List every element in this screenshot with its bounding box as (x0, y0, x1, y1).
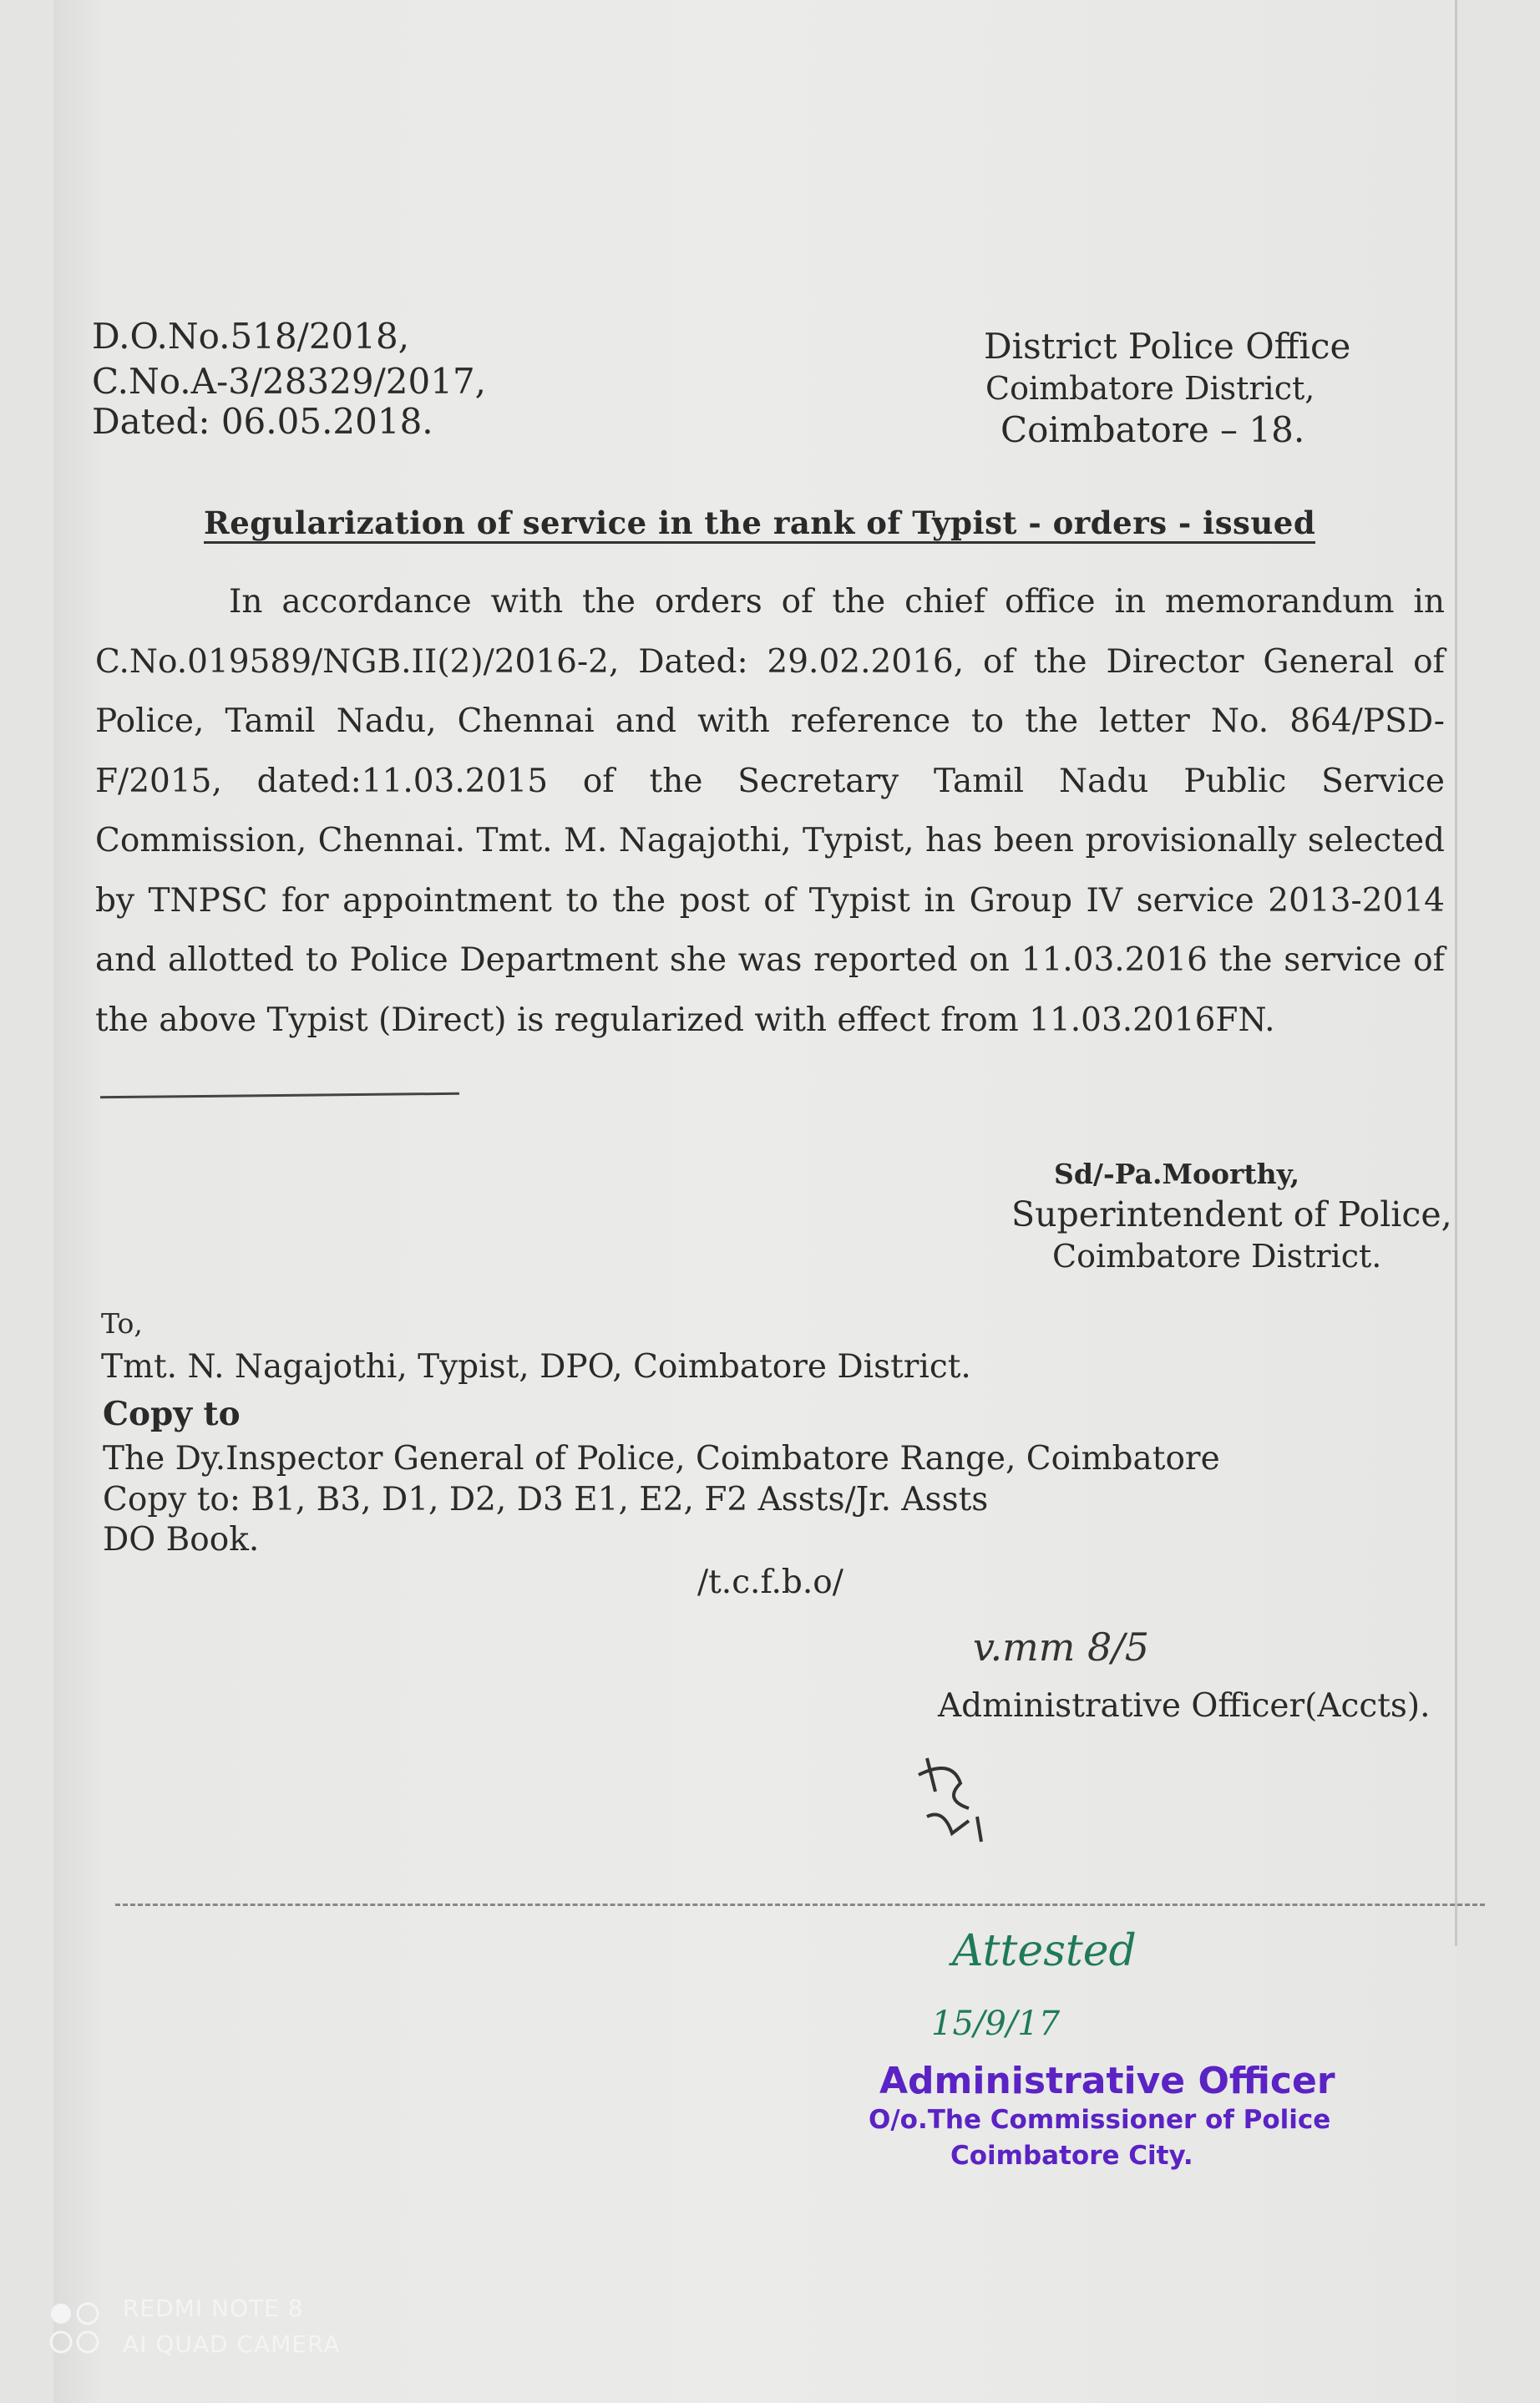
copy-recipient-2: Copy to: B1, B3, D1, D2, D3 E1, E2, F2 Assts/Jr. Assts (103, 1481, 989, 1518)
to-label: To, (101, 1307, 143, 1340)
watermark-camera: AI QUAD CAMERA (123, 2330, 341, 2358)
c-number: C.No.A-3/28329/2017, (92, 361, 487, 402)
stamp-line-1: Administrative Officer (879, 2060, 1335, 2102)
attested-note: Attested (952, 1926, 1137, 1976)
stamp-line-2: O/o.The Commissioner of Police (869, 2105, 1331, 2135)
signatory-name: Sd/-Pa.Moorthy, (1054, 1158, 1300, 1190)
admin-officer-accts: Administrative Officer(Accts). (938, 1687, 1431, 1725)
attest-date: 15/9/17 (931, 2005, 1061, 2043)
signature-mark (910, 1741, 1002, 1858)
signatory-district: Coimbatore District. (1052, 1238, 1382, 1275)
order-title: Regularization of service in the rank of Typist - orders - issued (204, 504, 1315, 544)
watermark-model: REDMI NOTE 8 (123, 2294, 304, 2322)
office-city: Coimbatore – 18. (1000, 409, 1305, 450)
office-name: District Police Office (984, 326, 1351, 367)
reference-code: /t.c.f.b.o/ (697, 1564, 843, 1601)
handwritten-initials: v.mm 8/5 (973, 1625, 1150, 1670)
recipient: Tmt. N. Nagajothi, Typist, DPO, Coimbatore District. (101, 1348, 971, 1386)
signatory-designation: Superintendent of Police, (1011, 1194, 1452, 1234)
office-district: Coimbatore District, (985, 370, 1315, 407)
copy-recipient-3: DO Book. (103, 1521, 260, 1559)
copy-to-label: Copy to (103, 1395, 241, 1433)
order-body: In accordance with the orders of the chief office in memorandum in C.No.019589/NGB.II(2)/2016-2, Dated: 29.02.2016, of the Director General of Police, Tamil Nadu, Chennai and with reference to the letter No. 864/PSD-F/2015, dated:11.03.2015 of the Secretary Tamil Nadu Public Service Commission, Chennai. Tmt. M. Nagajothi, Typist, has been provisionally selected by TNPSC for appointment to the post of Typist in Group IV service 2013-2014 and allotted to Police Department she was reported on 11.03.2016 the service of the above Typist (Direct) is regularized with effect from 11.03.2016FN. (95, 583, 1445, 1039)
divider-line (115, 1904, 1485, 1906)
camera-watermark-icon (46, 2299, 106, 2359)
paper-edge (1455, 0, 1457, 1946)
stamp-line-3: Coimbatore City. (950, 2141, 1193, 2171)
do-number: D.O.No.518/2018, (92, 316, 410, 357)
copy-recipient-1: The Dy.Inspector General of Police, Coimbatore Range, Coimbatore (103, 1440, 1220, 1478)
dated: Dated: 06.05.2018. (92, 401, 433, 442)
